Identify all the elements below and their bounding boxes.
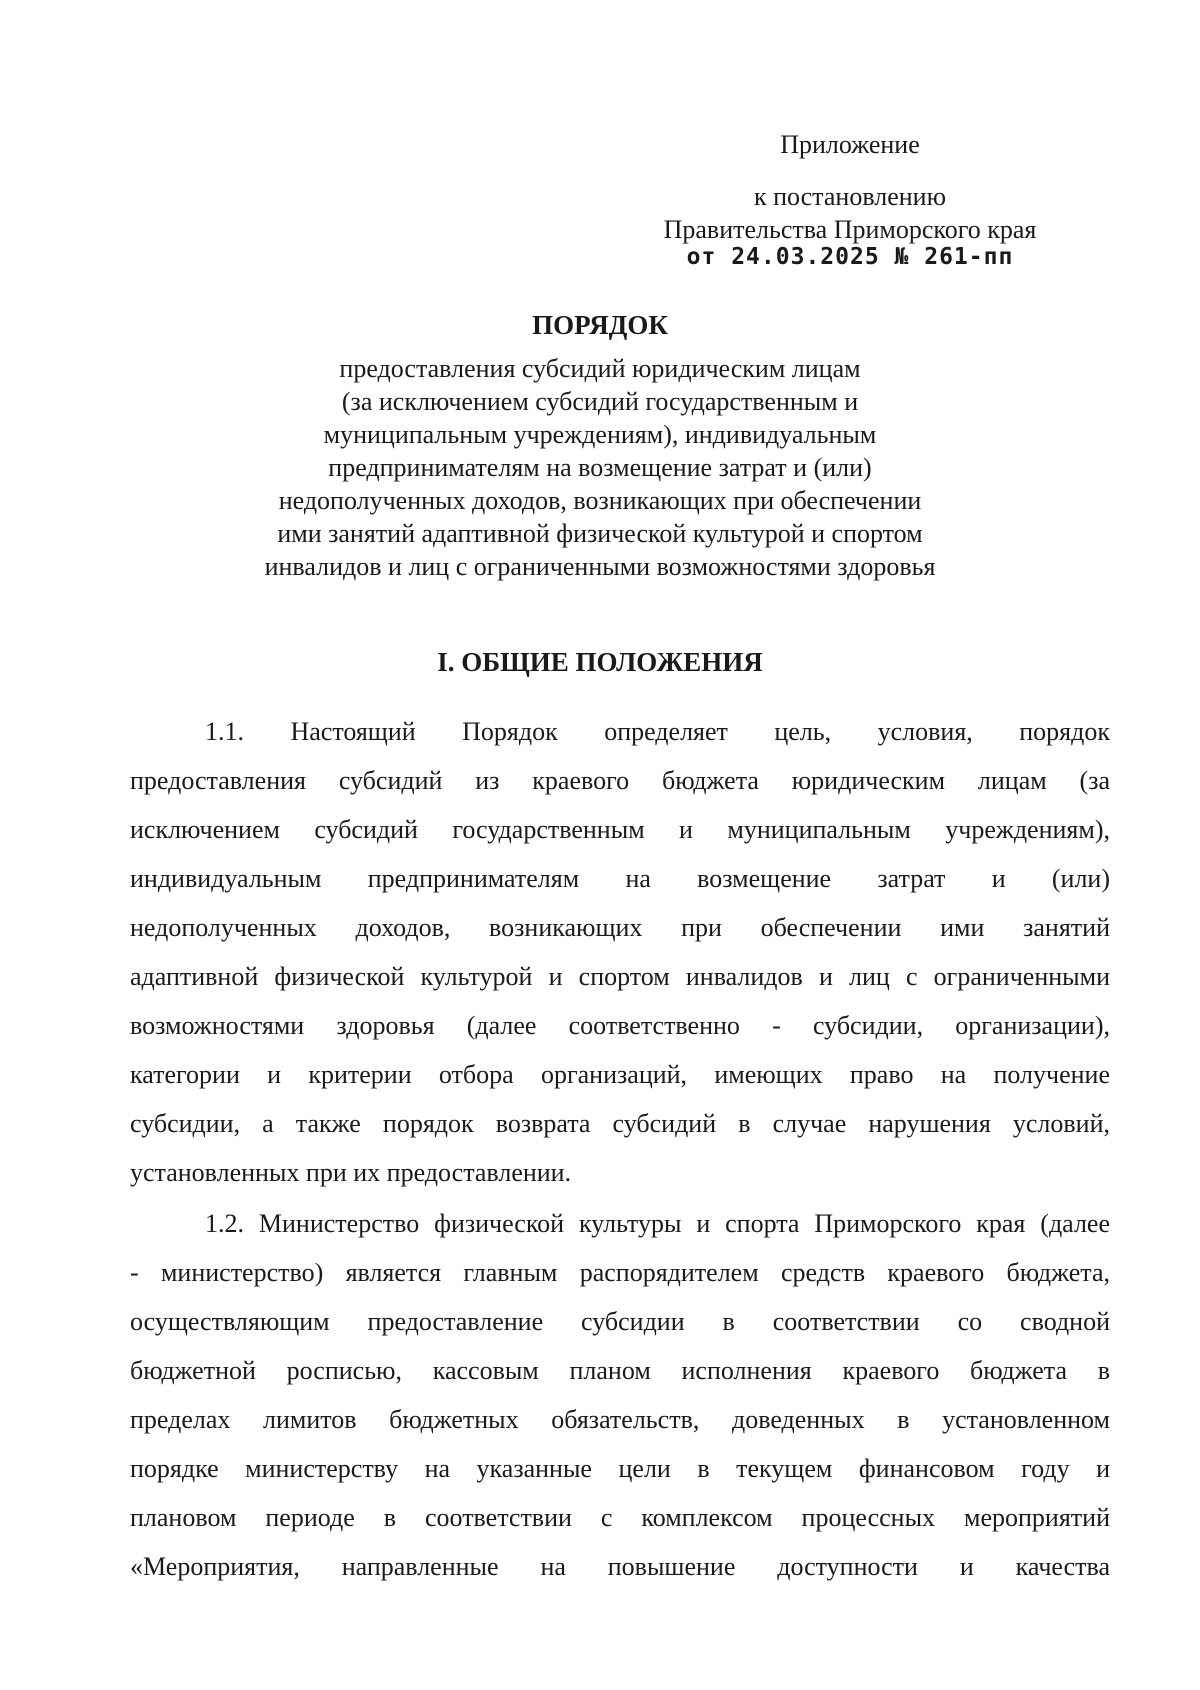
paragraph-line: - министерство) является главным распорядителем средств краевого бюджета, (130, 1258, 1110, 1287)
paragraph-line: осуществляющим предоставление субсидии в соответствии со сводной (130, 1307, 1110, 1336)
paragraph-line: адаптивной физической культурой и спортом инвалидов и лиц с ограниченными (130, 962, 1110, 991)
paragraph-line: плановом периоде в соответствии с комплексом процессных мероприятий (130, 1503, 1110, 1532)
appendix-to-decree: к постановлению (753, 182, 947, 211)
paragraph-line: недополученных доходов, возникающих при обеспечении ими занятий (130, 913, 1110, 942)
subtitle-line: предпринимателям на возмещение затрат и (или) (328, 453, 872, 482)
paragraph-line: возможностями здоровья (далее соответственно - субсидии, организации), (130, 1011, 1110, 1040)
subtitle-line: предоставления субсидий юридическим лицам (339, 354, 861, 383)
paragraph-line: 1.2. Министерство физической культуры и спорта Приморского края (далее (205, 1209, 1110, 1238)
subtitle-line: инвалидов и лиц с ограниченными возможностями здоровья (264, 552, 936, 581)
paragraph-line: 1.1. Настоящий Порядок определяет цель, условия, порядок (205, 717, 1110, 746)
subtitle-line: недополученных доходов, возникающих при обеспечении (278, 486, 922, 515)
paragraph-line: индивидуальным предпринимателям на возмещение затрат и (или) (130, 864, 1110, 893)
paragraph-1-2 (130, 1199, 1110, 1591)
paragraph-line: бюджетной росписью, кассовым планом исполнения краевого бюджета в (130, 1356, 1110, 1385)
document-title: ПОРЯДОК (532, 310, 668, 340)
paragraph-1-1 (130, 707, 1110, 1197)
subtitle-line: (за исключением субсидий государственным и (341, 387, 859, 416)
paragraph-line: «Мероприятия, направленные на повышение доступности и качества (130, 1552, 1110, 1581)
appendix-title: Приложение (780, 130, 920, 159)
subtitle-line: муниципальным учреждениям), индивидуальным (323, 420, 877, 449)
paragraph-line: субсидии, а также порядок возврата субсидий в случае нарушения условий, (130, 1109, 1110, 1138)
appendix-decree-number: от 24.03.2025 № 261-пп (686, 244, 1014, 270)
subtitle-line: ими занятий адаптивной физической культурой и спортом (277, 519, 923, 548)
paragraph-line: установленных при их предоставлении. (130, 1158, 572, 1187)
paragraph-line: порядке министерству на указанные цели в текущем финансовом году и (130, 1454, 1110, 1483)
paragraph-line: предоставления субсидий из краевого бюджета юридическим лицам (за (130, 766, 1110, 795)
section-heading: I. ОБЩИЕ ПОЛОЖЕНИЯ (437, 647, 763, 677)
paragraph-line: категории и критерии отбора организаций, имеющих право на получение (130, 1060, 1110, 1089)
paragraph-line: пределах лимитов бюджетных обязательств, доведенных в установленном (130, 1405, 1110, 1434)
paragraph-line: исключением субсидий государственным и муниципальным учреждениям), (130, 815, 1110, 844)
appendix-government: Правительства Приморского края (663, 215, 1037, 244)
document-subtitle (0, 352, 1200, 583)
